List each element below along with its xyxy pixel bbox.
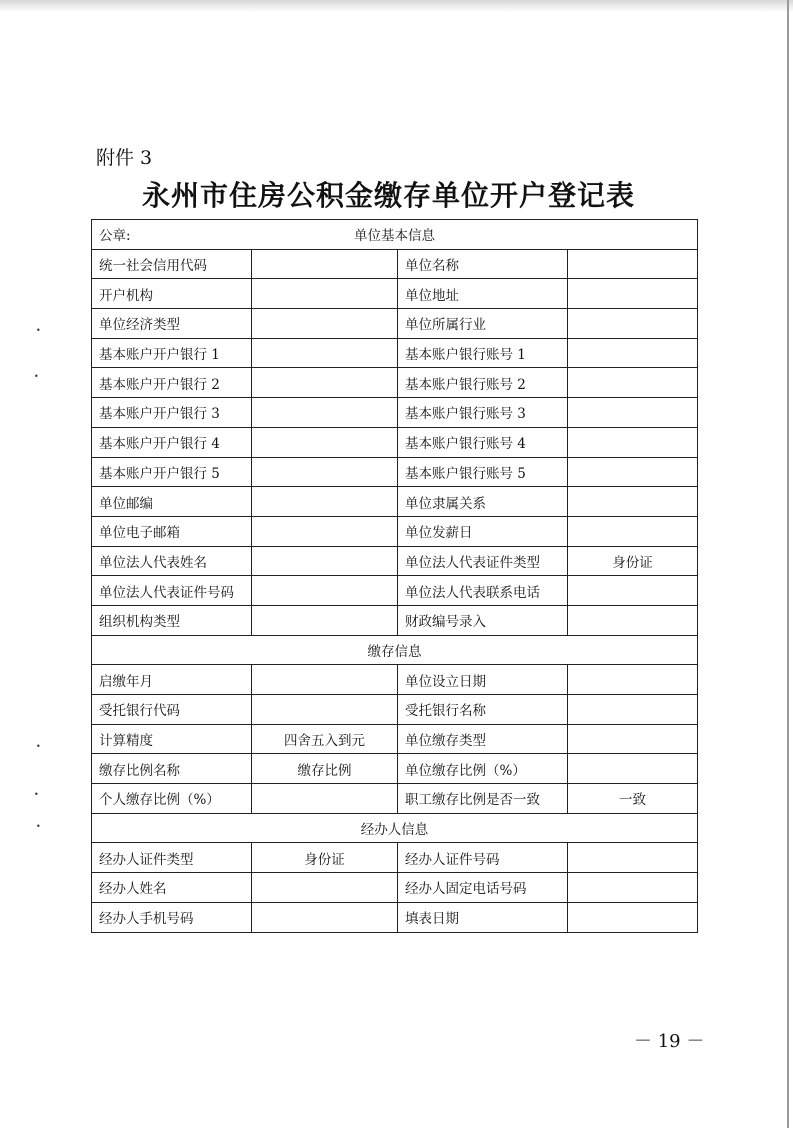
- binding-hole-mark: •: [36, 822, 41, 831]
- field-value[interactable]: [568, 487, 698, 517]
- field-label: 职工缴存比例是否一致: [398, 784, 568, 814]
- section-title-agent: 经办人信息: [92, 813, 698, 843]
- field-value[interactable]: 一致: [568, 784, 698, 814]
- field-label: 单位法人代表证件类型: [398, 546, 568, 576]
- field-value[interactable]: 缴存比例: [252, 754, 398, 784]
- section-title-basic: 单位基本信息: [354, 228, 435, 245]
- field-value[interactable]: [252, 665, 398, 695]
- page-title: 永州市住房公积金缴存单位开户登记表: [142, 179, 636, 212]
- field-label: 单位法人代表联系电话: [398, 576, 568, 606]
- field-label: 经办人手机号码: [92, 902, 252, 932]
- field-label: 单位设立日期: [398, 665, 568, 695]
- field-value[interactable]: [252, 605, 398, 635]
- field-label: 财政编号录入: [398, 605, 568, 635]
- field-label: 个人缴存比例（%）: [92, 784, 252, 814]
- form-row: [92, 309, 698, 339]
- scan-edge-line: [787, 0, 789, 1128]
- field-value[interactable]: [252, 338, 398, 368]
- field-value[interactable]: [252, 516, 398, 546]
- field-value[interactable]: [568, 605, 698, 635]
- field-label: 填表日期: [398, 902, 568, 932]
- field-value[interactable]: [252, 457, 398, 487]
- field-label: 单位缴存比例（%）: [398, 754, 568, 784]
- field-label: 基本账户银行账号 3: [398, 398, 568, 428]
- field-label: 经办人证件号码: [398, 843, 568, 873]
- field-value[interactable]: [252, 873, 398, 903]
- binding-hole-mark: •: [36, 326, 41, 335]
- field-label: 缴存比例名称: [92, 754, 252, 784]
- field-value[interactable]: [568, 457, 698, 487]
- form-row: [92, 784, 698, 814]
- field-value[interactable]: [568, 576, 698, 606]
- field-label: 计算精度: [92, 724, 252, 754]
- field-label: 基本账户银行账号 5: [398, 457, 568, 487]
- form-row: [92, 368, 698, 398]
- field-value[interactable]: [252, 546, 398, 576]
- field-value[interactable]: [568, 724, 698, 754]
- field-value[interactable]: [568, 249, 698, 279]
- field-label: 基本账户开户银行 3: [92, 398, 252, 428]
- binding-hole-mark: •: [34, 790, 39, 799]
- field-value[interactable]: [252, 249, 398, 279]
- field-label: 单位缴存类型: [398, 724, 568, 754]
- field-value[interactable]: [568, 695, 698, 725]
- field-value[interactable]: [252, 279, 398, 309]
- field-label: 组织机构类型: [92, 605, 252, 635]
- field-value[interactable]: [252, 427, 398, 457]
- field-label: 经办人证件类型: [92, 843, 252, 873]
- seal-label: 公章:: [99, 228, 131, 245]
- section-header-deposit: [92, 635, 698, 665]
- field-label: 单位发薪日: [398, 516, 568, 546]
- field-label: 基本账户银行账号 1: [398, 338, 568, 368]
- field-label: 基本账户银行账号 2: [398, 368, 568, 398]
- field-label: 受托银行名称: [398, 695, 568, 725]
- form-row: [92, 427, 698, 457]
- form-row: [92, 695, 698, 725]
- field-label: 单位经济类型: [92, 309, 252, 339]
- form-row: [92, 873, 698, 903]
- field-value[interactable]: [252, 398, 398, 428]
- form-row: [92, 487, 698, 517]
- form-row: [92, 398, 698, 428]
- field-value[interactable]: 身份证: [568, 546, 698, 576]
- form-row: [92, 576, 698, 606]
- section-header-basic: [92, 220, 698, 250]
- field-value[interactable]: [252, 784, 398, 814]
- field-label: 基本账户开户银行 5: [92, 457, 252, 487]
- field-value[interactable]: [568, 309, 698, 339]
- field-label: 经办人固定电话号码: [398, 873, 568, 903]
- form-row: [92, 338, 698, 368]
- field-value[interactable]: [568, 338, 698, 368]
- field-value[interactable]: [252, 576, 398, 606]
- field-label: 单位电子邮箱: [92, 516, 252, 546]
- field-label: 单位名称: [398, 249, 568, 279]
- form-row: [92, 665, 698, 695]
- field-label: 基本账户开户银行 4: [92, 427, 252, 457]
- field-value[interactable]: [568, 754, 698, 784]
- form-row: [92, 754, 698, 784]
- scan-shadow: [0, 0, 793, 12]
- registration-form-table: [91, 219, 698, 933]
- field-value[interactable]: [568, 516, 698, 546]
- field-label: 受托银行代码: [92, 695, 252, 725]
- field-label: 统一社会信用代码: [92, 249, 252, 279]
- field-value[interactable]: 四舍五入到元: [252, 724, 398, 754]
- field-value[interactable]: 身份证: [252, 843, 398, 873]
- field-label: 单位所属行业: [398, 309, 568, 339]
- binding-hole-mark: •: [34, 372, 39, 381]
- field-label: 基本账户银行账号 4: [398, 427, 568, 457]
- form-row: [92, 902, 698, 932]
- field-label: 启缴年月: [92, 665, 252, 695]
- field-label: 单位法人代表姓名: [92, 546, 252, 576]
- binding-hole-mark: •: [36, 742, 41, 751]
- field-value[interactable]: [568, 873, 698, 903]
- field-label: 单位隶属关系: [398, 487, 568, 517]
- field-value[interactable]: [568, 902, 698, 932]
- field-value[interactable]: [568, 398, 698, 428]
- form-row: [92, 279, 698, 309]
- field-label: 单位地址: [398, 279, 568, 309]
- form-row: [92, 724, 698, 754]
- page-number: － 19 －: [634, 1031, 705, 1052]
- field-value[interactable]: [252, 487, 398, 517]
- form-row: [92, 516, 698, 546]
- field-value[interactable]: [252, 368, 398, 398]
- form-row: [92, 546, 698, 576]
- field-value[interactable]: [252, 309, 398, 339]
- field-value[interactable]: [568, 368, 698, 398]
- section-header-agent: [92, 813, 698, 843]
- field-label: 经办人姓名: [92, 873, 252, 903]
- field-label: 开户机构: [92, 279, 252, 309]
- field-label: 单位法人代表证件号码: [92, 576, 252, 606]
- form-row: [92, 249, 698, 279]
- field-label: 基本账户开户银行 1: [92, 338, 252, 368]
- field-value[interactable]: [568, 427, 698, 457]
- form-row: [92, 457, 698, 487]
- form-row: [92, 605, 698, 635]
- field-value[interactable]: [568, 665, 698, 695]
- field-value[interactable]: [252, 695, 398, 725]
- form-row: [92, 843, 698, 873]
- field-value[interactable]: [568, 843, 698, 873]
- field-value[interactable]: [252, 902, 398, 932]
- field-label: 单位邮编: [92, 487, 252, 517]
- section-title-deposit: 缴存信息: [92, 635, 698, 665]
- field-label: 基本账户开户银行 2: [92, 368, 252, 398]
- field-value[interactable]: [568, 279, 698, 309]
- attachment-label: 附件 3: [96, 147, 153, 169]
